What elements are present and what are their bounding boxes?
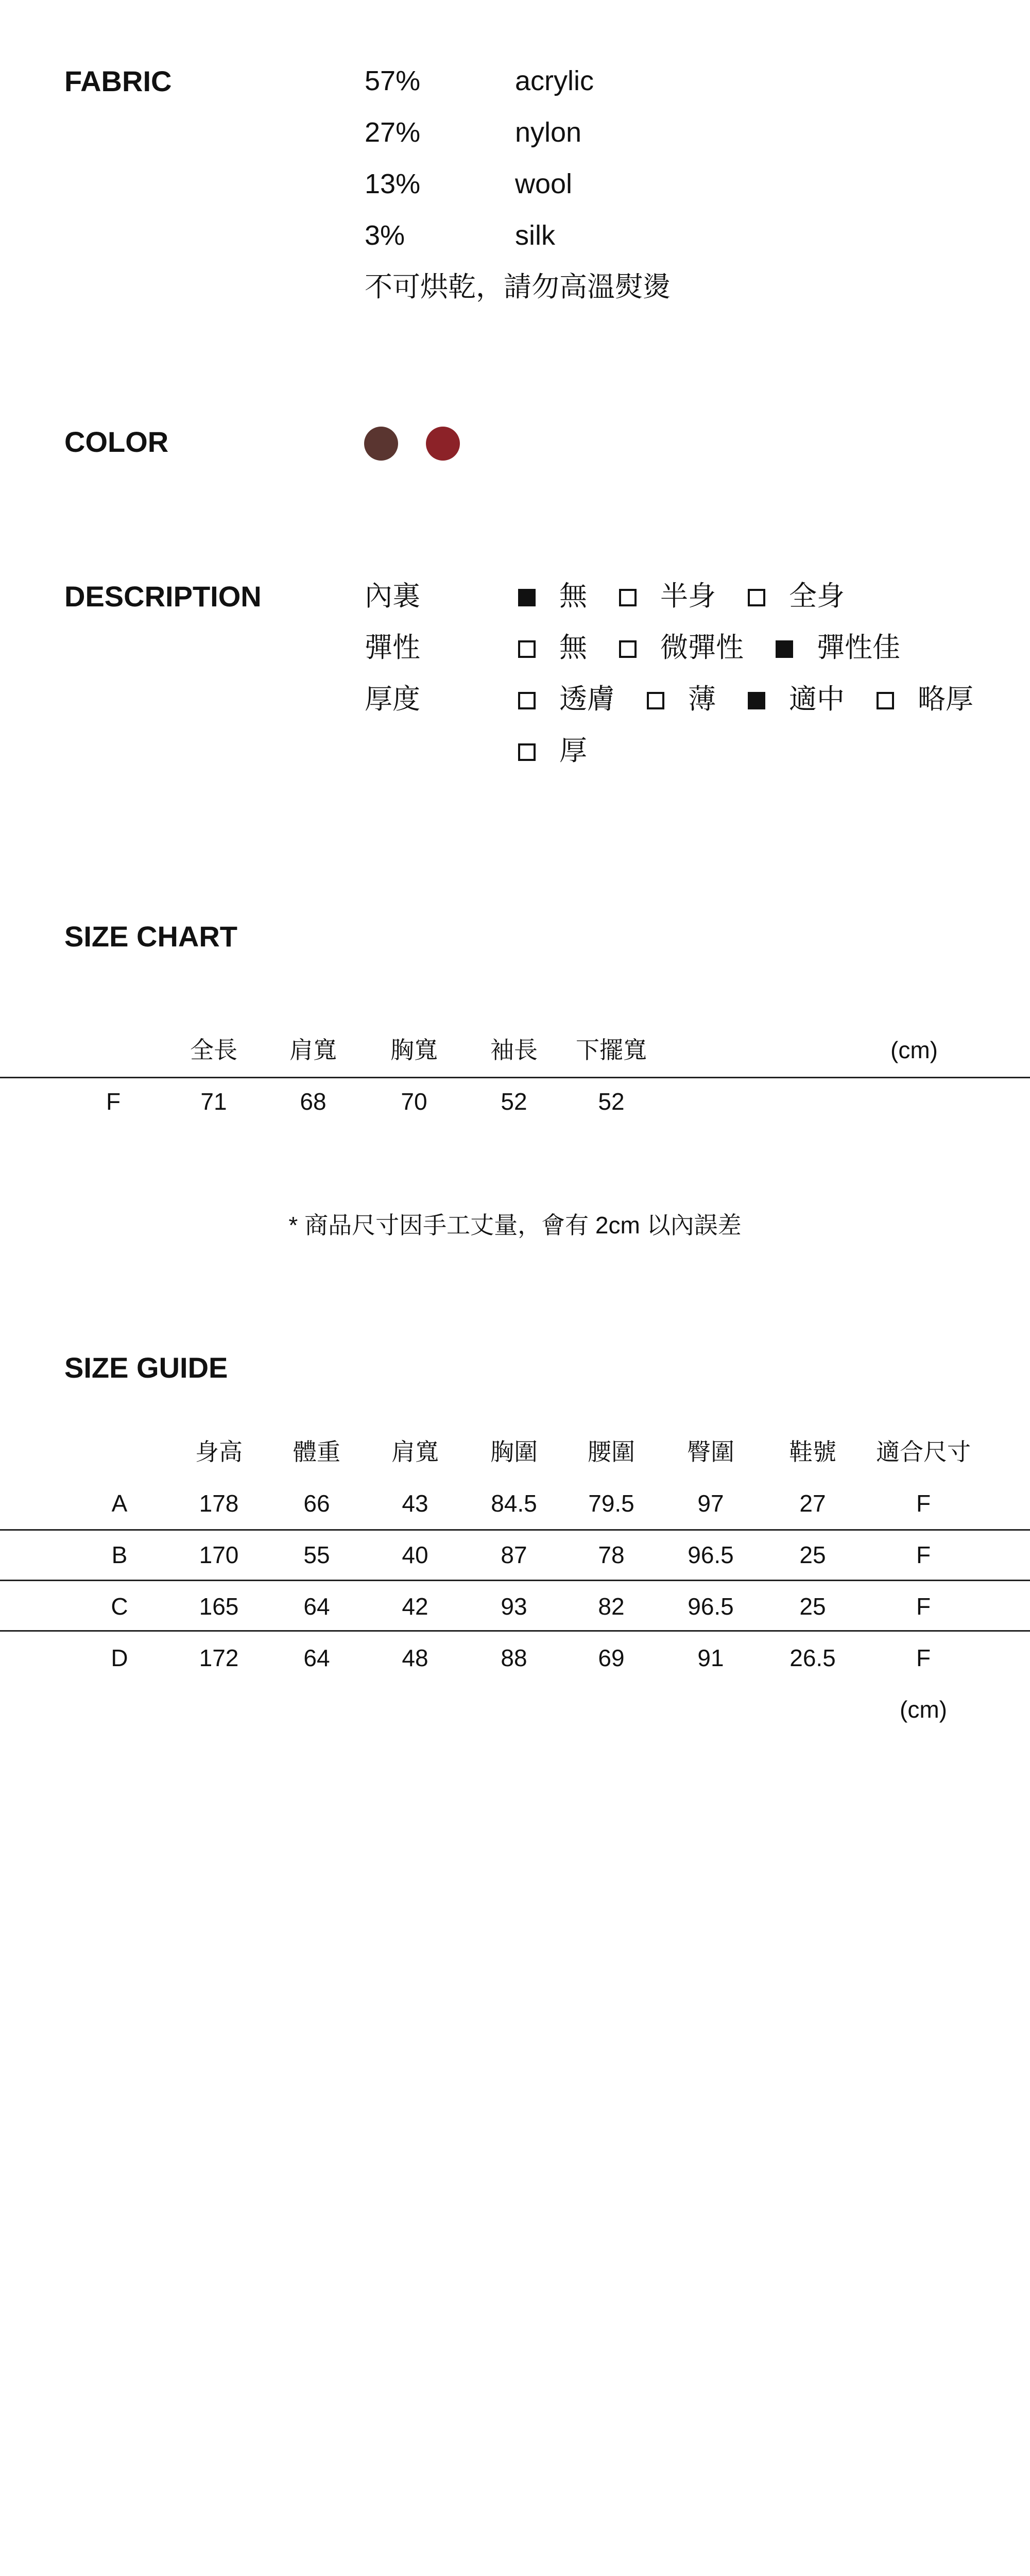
size-value: 52: [501, 1088, 527, 1115]
guide-value: 43: [402, 1490, 428, 1517]
thickness-options: [518, 685, 1005, 713]
description-label-lining: 內裏: [365, 581, 420, 612]
size-label: F: [106, 1088, 121, 1115]
option-thick: 厚: [518, 737, 587, 765]
fabric-heading: FABRIC: [64, 65, 172, 97]
checkbox-unchecked: [518, 692, 536, 709]
guide-value: 172: [199, 1645, 239, 1671]
guide-value: 64: [303, 1593, 330, 1620]
column-header: 體重: [293, 1438, 340, 1465]
column-header: 全長: [190, 1037, 237, 1063]
model-label: C: [111, 1593, 128, 1620]
model-label: B: [111, 1541, 128, 1568]
fabric-material: nylon: [515, 117, 582, 148]
option-full: 全身: [748, 582, 845, 610]
fabric-material: silk: [515, 220, 555, 251]
guide-value: 48: [402, 1645, 428, 1671]
divider: [0, 1529, 1030, 1531]
size-value: 52: [598, 1088, 625, 1115]
guide-value: 64: [303, 1645, 330, 1671]
guide-value: 55: [303, 1541, 330, 1568]
guide-value: 96.5: [688, 1541, 734, 1568]
checkbox-checked: [518, 589, 536, 606]
guide-value: 91: [697, 1645, 724, 1671]
guide-value: 25: [799, 1541, 826, 1568]
option-none: 無: [518, 582, 587, 610]
option-good: 彈性佳: [776, 634, 900, 662]
guide-value: 88: [501, 1645, 527, 1671]
guide-value: 79.5: [588, 1490, 634, 1517]
size-value: 68: [300, 1088, 327, 1115]
checkbox-unchecked: [748, 589, 765, 606]
lining-options: [518, 582, 877, 610]
model-label: D: [111, 1645, 128, 1671]
fabric-material: acrylic: [515, 65, 594, 96]
checkbox-checked: [776, 640, 793, 658]
column-header: 胸圍: [490, 1438, 538, 1465]
column-header: 下擺寬: [576, 1037, 647, 1063]
guide-value: 66: [303, 1490, 330, 1517]
color-heading: COLOR: [64, 426, 169, 458]
measurement-note: * 商品尺寸因手工丈量，會有 2cm 以內誤差: [288, 1212, 742, 1239]
size-chart-heading: SIZE CHART: [64, 920, 237, 953]
care-instruction: 不可烘乾，請勿高溫熨燙: [365, 272, 671, 302]
option-sheer: 透膚: [518, 685, 615, 713]
guide-value: 97: [697, 1490, 724, 1517]
guide-value: 27: [799, 1490, 826, 1517]
checkbox-checked: [748, 692, 765, 709]
checkbox-unchecked: [619, 589, 637, 606]
fabric-percent: 3%: [365, 220, 405, 251]
fabric-percent: 13%: [365, 168, 421, 199]
description-label-thickness: 厚度: [365, 684, 420, 715]
thickness-options-wrap: [518, 737, 619, 765]
option-half: 半身: [619, 582, 716, 610]
column-header: 胸寬: [390, 1037, 438, 1063]
column-header: 適合尺寸: [876, 1438, 971, 1465]
description-label-elasticity: 彈性: [365, 632, 420, 663]
column-header: 肩寬: [391, 1438, 439, 1465]
size-guide-heading: SIZE GUIDE: [64, 1351, 228, 1384]
guide-value: 96.5: [688, 1593, 734, 1620]
elasticity-options: [518, 634, 932, 662]
fabric-percent: 27%: [365, 117, 421, 148]
guide-value: F: [916, 1541, 931, 1568]
guide-value: 25: [799, 1593, 826, 1620]
option-medium: 適中: [748, 685, 845, 713]
guide-value: 42: [402, 1593, 428, 1620]
fabric-percent: 57%: [365, 65, 421, 96]
divider: [0, 1630, 1030, 1632]
column-header: 肩寬: [289, 1037, 337, 1063]
divider: [0, 1077, 1030, 1078]
guide-value: 26.5: [789, 1645, 836, 1671]
color-swatch-red: [426, 427, 460, 461]
column-header: 腰圍: [588, 1438, 635, 1465]
model-label: A: [111, 1490, 128, 1517]
divider: [0, 1580, 1030, 1581]
guide-value: F: [916, 1645, 931, 1671]
guide-value: 69: [598, 1645, 625, 1671]
option-slightly-thick: 略厚: [877, 685, 973, 713]
guide-value: 84.5: [491, 1490, 537, 1517]
size-value: 71: [200, 1088, 227, 1115]
guide-value: 82: [598, 1593, 625, 1620]
color-swatch-brown: [364, 427, 398, 461]
unit-label: (cm): [900, 1696, 947, 1723]
checkbox-unchecked: [518, 743, 536, 761]
checkbox-unchecked: [877, 692, 894, 709]
checkbox-unchecked: [647, 692, 664, 709]
option-slight: 微彈性: [619, 634, 744, 662]
column-header: 臀圍: [687, 1438, 734, 1465]
guide-value: 78: [598, 1541, 625, 1568]
checkbox-unchecked: [518, 640, 536, 658]
guide-value: 170: [199, 1541, 239, 1568]
option-none: 無: [518, 634, 587, 662]
guide-value: 93: [501, 1593, 527, 1620]
guide-value: 178: [199, 1490, 239, 1517]
column-header: 袖長: [490, 1037, 538, 1063]
description-heading: DESCRIPTION: [64, 580, 262, 613]
fabric-material: wool: [515, 168, 573, 199]
column-header: 身高: [195, 1438, 243, 1465]
guide-value: F: [916, 1593, 931, 1620]
column-header: 鞋號: [789, 1438, 836, 1465]
guide-value: F: [916, 1490, 931, 1517]
guide-value: 40: [402, 1541, 428, 1568]
size-value: 70: [401, 1088, 427, 1115]
guide-value: 165: [199, 1593, 239, 1620]
unit-label: (cm): [890, 1037, 938, 1063]
option-thin: 薄: [647, 685, 716, 713]
guide-value: 87: [501, 1541, 527, 1568]
checkbox-unchecked: [619, 640, 637, 658]
